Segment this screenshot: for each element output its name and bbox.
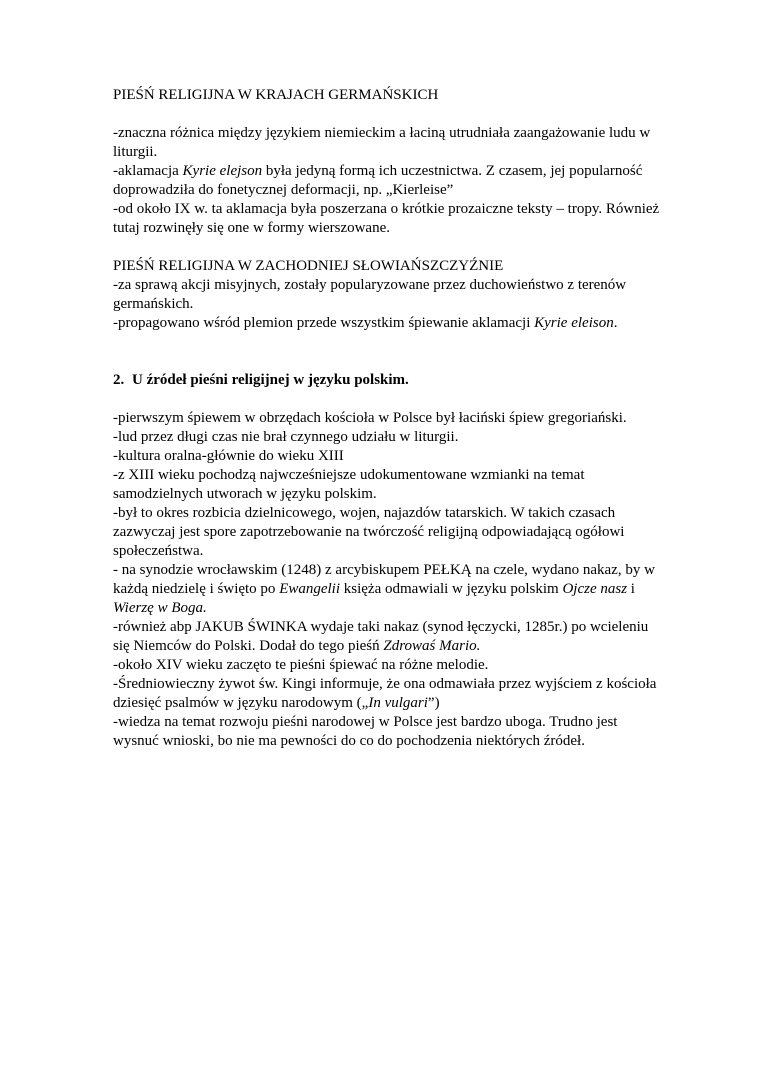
- bullet-paragraph: [113, 713, 662, 751]
- bullet-paragraph: [113, 314, 662, 333]
- section-slavic: [113, 276, 662, 333]
- bullet-paragraph: [113, 447, 662, 466]
- heading-slavic: PIEŚŃ RELIGIJNA W ZACHODNIEJ SŁOWIAŃSZCZYŹNIE: [113, 258, 504, 274]
- text-run: -od około IX w. ta aklamacja była poszerzana o krótkie prozaiczne teksty – tropy. Również tutaj rozwinęły się one w formy wierszowane.: [113, 201, 660, 236]
- bullet-paragraph: [113, 162, 662, 200]
- text-run: -pierwszym śpiewem w obrzędach kościoła w Polsce był łaciński śpiew gregoriański.: [113, 410, 627, 426]
- italic-text-run: Ewangelii: [279, 581, 341, 597]
- bullet-paragraph: [113, 656, 662, 675]
- text-run: -również abp JAKUB ŚWINKA wydaje taki nakaz (synod łęczycki, 1285r.) po wcieleniu się Niemców do Polski. Dodał do tego pieśń: [113, 619, 649, 654]
- bullet-paragraph: [113, 276, 662, 314]
- bullet-paragraph: [113, 200, 662, 238]
- heading-section-2: [113, 371, 662, 390]
- text-run: -za sprawą akcji misyjnych, zostały popularyzowane przez duchowieństwo z terenów germańskich.: [113, 277, 627, 312]
- text-run: - na synodzie wrocławskim (1248) z arcybiskupem PEŁKĄ na czele, wydano nakaz, by w każdą niedzielę i święto po: [113, 562, 655, 597]
- text-run: -Średniowieczny żywot św. Kingi informuje, że ona odmawiała przez wyjściem z kościoła dziesięć psalmów w języku narodowym („: [113, 676, 657, 711]
- bullet-paragraph: [113, 504, 662, 561]
- italic-text-run: Wierzę w Boga.: [113, 600, 207, 616]
- text-run: była jedyną formą ich uczestnictwa. Z czasem, jej popularność doprowadziła do fonetycznej deformacji, np. „Kierleise”: [113, 163, 643, 198]
- text-run: -był to okres rozbicia dzielnicowego, wojen, najazdów tatarskich. W takich czasach zazwyczaj jest spore zapotrzebowanie na twórczość religijną odpowiadającą ogółowi społeczeństwa.: [113, 505, 625, 559]
- italic-text-run: Kyrie elejson: [182, 163, 263, 179]
- italic-text-run: Kyrie eleison: [534, 315, 614, 331]
- section-polish: [113, 409, 662, 751]
- text-run: -lud przez długi czas nie brał czynnego udziału w liturgii.: [113, 429, 459, 445]
- heading-section-2-title: U źródeł pieśni religijnej w języku polskim.: [132, 372, 409, 388]
- text-run: -z XIII wieku pochodzą najwcześniejsze udokumentowane wzmianki na temat samodzielnych utworach w języku polskim.: [113, 467, 585, 502]
- italic-text-run: In vulgari: [368, 695, 428, 711]
- bullet-paragraph: [113, 428, 662, 447]
- text-run: -kultura oralna-głównie do wieku XIII: [113, 448, 344, 464]
- italic-text-run: Zdrowaś Mario.: [383, 638, 481, 654]
- bullet-paragraph: [113, 466, 662, 504]
- heading-germanic: PIEŚŃ RELIGIJNA W KRAJACH GERMAŃSKICH: [113, 87, 439, 103]
- text-run: -aklamacja: [113, 163, 183, 179]
- italic-text-run: Ojcze nasz: [562, 581, 628, 597]
- text-run: .: [613, 315, 618, 331]
- heading-section-2-number: 2.: [113, 372, 125, 388]
- text-run: i: [627, 581, 635, 597]
- text-run: -propagowano wśród plemion przede wszystkim śpiewanie aklamacji: [113, 315, 535, 331]
- text-run: -znaczna różnica między językiem niemieckim a łaciną utrudniała zaangażowanie ludu w liturgii.: [113, 125, 651, 160]
- text-run: -około XIV wieku zaczęto te pieśni śpiewać na różne melodie.: [113, 657, 489, 673]
- text-run: księża odmawiali w języku polskim: [340, 581, 563, 597]
- bullet-paragraph: [113, 675, 662, 713]
- section-germanic: [113, 124, 662, 238]
- text-run: ”): [427, 695, 440, 711]
- bullet-paragraph: [113, 561, 662, 618]
- text-run: -wiedza na temat rozwoju pieśni narodowej w Polsce jest bardzo uboga. Trudno jest wysnuć wnioski, bo nie ma pewności do co do pochodzenia niektórych źródeł.: [113, 714, 618, 749]
- bullet-paragraph: [113, 618, 662, 656]
- bullet-paragraph: [113, 124, 662, 162]
- bullet-paragraph: [113, 409, 662, 428]
